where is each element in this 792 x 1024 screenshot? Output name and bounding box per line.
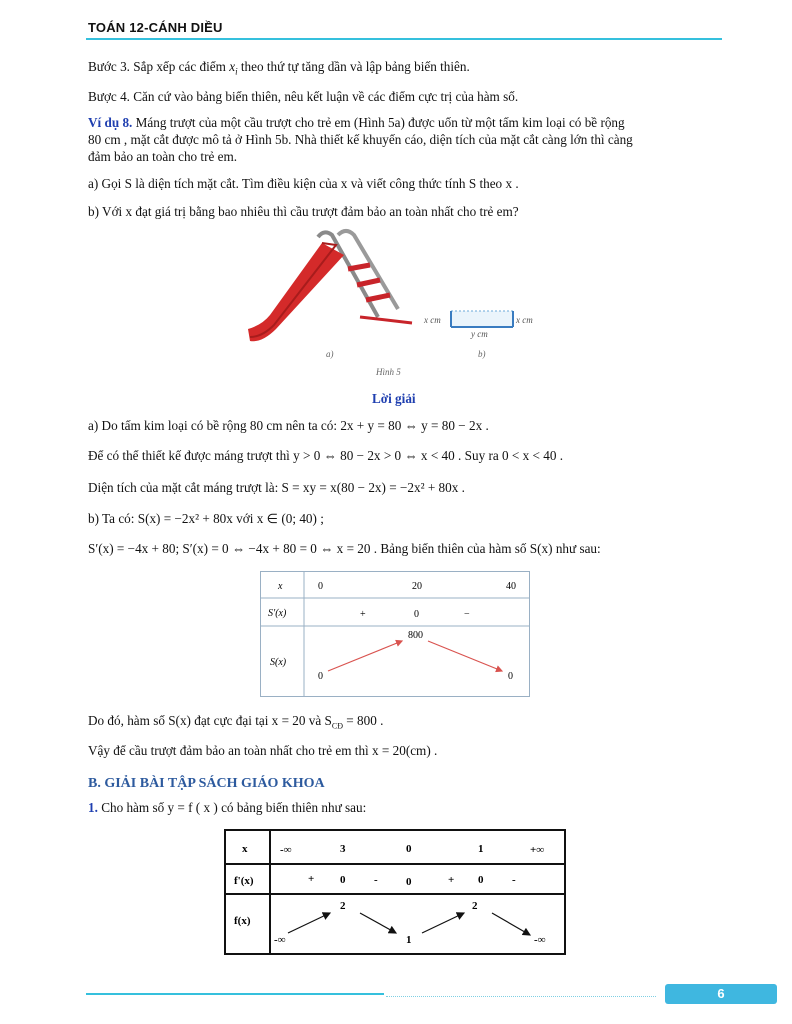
t1-x-2: 40 (506, 581, 516, 592)
ladder-rail-left (318, 232, 378, 317)
solution-line-3: Diện tích của mặt cắt máng trượt là: S = xy = x(80 − 2x) = −2x² + 80x . (88, 480, 465, 495)
footer-dots (386, 996, 656, 997)
solution-line-1: a) Do tấm kim loại có bề rộng 80 cm nên ta có: 2x + y = 80 ⇔ y = 80 − 2x . (88, 418, 489, 433)
footer-divider (86, 993, 384, 995)
conclusion-line-1 (88, 713, 383, 735)
slide-chute (248, 243, 344, 341)
solution-line-4: b) Ta có: S(x) = −2x² + 80x với x ∈ (0; 40) ; (88, 511, 324, 526)
exercise-1 (88, 800, 366, 816)
t2-x-2: 0 (406, 843, 412, 855)
figure-caption: Hình 5 (376, 367, 401, 377)
t1-x-0: 0 (318, 581, 323, 592)
t2-header-x: x (242, 843, 248, 855)
ladder-step (366, 295, 390, 300)
solution-line-5: S′(x) = −4x + 80; S′(x) = 0 ⇔ −4x + 80 = 0 ⇔ x = 20 . Bảng biến thiên của hàm số S(x) như sau: (88, 541, 601, 556)
step-3 (88, 59, 470, 80)
ladder-step (357, 280, 380, 285)
step-3-sub: i (235, 66, 238, 77)
conclusion-line-2: Vậy để cầu trượt đảm bảo an toàn nhất cho trẻ em thì x = 20(cm) . (88, 743, 438, 758)
t2-x-3: 1 (478, 843, 484, 855)
t1-x-1: 20 (412, 581, 422, 592)
cross-section (423, 311, 533, 339)
t2-d-4: + (448, 874, 455, 886)
solution-line-2: Để có thể thiết kế được máng trượt thì y > 0 ⇔ 80 − 2x > 0 ⇔ x < 40 . Suy ra 0 < x < 40 . (88, 448, 564, 463)
page-number: 6 (665, 984, 777, 1004)
t2-d-2: - (374, 874, 378, 886)
t1-d-0: + (360, 609, 366, 620)
step-3-text-end: theo thứ tự tăng dần và lập bảng biến thiên. (240, 59, 470, 74)
t2-arrow-down-2 (492, 913, 530, 935)
conclusion-text-end: = 800 . (342, 713, 384, 728)
step-3-var: x (229, 59, 236, 74)
t1-header-x: x (278, 581, 283, 592)
t2-arrow-up-2 (422, 913, 464, 933)
variation-table-2 (224, 829, 566, 955)
solution-title: Lời giải (372, 391, 416, 406)
conclusion-text: Do đó, hàm số S(x) đạt cực đại tại x = 20 và S (88, 713, 332, 728)
t2-f-3: 2 (472, 900, 478, 912)
example-label: Ví dụ 8. (88, 115, 133, 130)
section-b-title: B. GIẢI BÀI TẬP SÁCH GIÁO KHOA (88, 776, 325, 791)
t2-x-0: -∞ (280, 844, 292, 856)
t2-x-4: +∞ (530, 844, 545, 856)
t1-header-deriv: S′(x) (268, 608, 287, 619)
t2-d-1: 0 (340, 874, 346, 886)
page-header-title: TOÁN 12-CÁNH DIỀU (88, 20, 223, 35)
example-line-2: 80 cm , mặt cắt được mô tả ở Hình 5b. Nhà thiết kế khuyến cáo, diện tích của mặt cắt càng lớn thì càng (88, 132, 633, 147)
t2-d-0: + (308, 873, 315, 885)
t2-arrow-down-1 (360, 913, 396, 933)
t2-d-3: 0 (406, 876, 412, 888)
t1-f-2: 0 (508, 671, 513, 682)
step-4: Bược 4. Căn cứ vào bảng biến thiên, nêu kết luận về các điểm cực trị của hàm số. (88, 89, 519, 104)
t2-f-2: 1 (406, 934, 412, 946)
conclusion-sub: CĐ (331, 721, 343, 731)
exercise-1-text: Cho hàm số y = f ( x ) có bảng biến thiên như sau: (101, 800, 367, 815)
question-b: b) Với x đạt giá trị bằng bao nhiêu thì cầu trượt đảm bảo an toàn nhất cho trẻ em? (88, 204, 519, 219)
label-y: y cm (471, 329, 488, 339)
t2-f-0: -∞ (274, 934, 286, 946)
slide-illustration (248, 231, 412, 341)
t1-f-0: 0 (318, 671, 323, 682)
t1-header-func: S(x) (270, 657, 287, 668)
slide-base (360, 317, 412, 323)
example-line-1 (88, 115, 625, 131)
t1-d-1: 0 (414, 609, 419, 620)
question-a: a) Gọi S là diện tích mặt cắt. Tìm điều kiện của x và viết công thức tính S theo x . (88, 176, 519, 191)
figure-5 (240, 225, 560, 385)
label-x-right: x cm (516, 315, 533, 325)
t2-d-6: - (512, 874, 516, 886)
variation-table-1 (260, 571, 530, 697)
cross-section-rect (451, 311, 513, 327)
t1-d-2: − (464, 609, 470, 620)
t2-header-func: f(x) (234, 915, 251, 927)
exercise-1-number: 1. (88, 800, 98, 815)
t2-x-1: 3 (340, 843, 346, 855)
t2-f-1: 2 (340, 900, 346, 912)
figure-label-b: b) (478, 349, 486, 359)
t1-arrow-down (428, 641, 502, 671)
t1-f-1: 800 (408, 630, 423, 641)
t2-arrow-up-1 (288, 913, 330, 933)
step-3-text: Bước 3. Sắp xếp các điểm (88, 59, 226, 74)
example-text-1: Máng trượt của một cầu trượt cho trẻ em (Hình 5a) được uốn từ một tấm kim loại có bề rộng (135, 115, 625, 130)
t2-header-deriv: f'(x) (234, 875, 254, 887)
header-divider (86, 38, 722, 40)
example-line-3: đảm bảo an toàn cho trẻ em. (88, 149, 238, 164)
t2-d-5: 0 (478, 874, 484, 886)
figure-label-a: a) (326, 349, 334, 359)
label-x-left: x cm (424, 315, 441, 325)
t1-arrow-up (328, 641, 402, 671)
t2-f-4: -∞ (534, 934, 546, 946)
